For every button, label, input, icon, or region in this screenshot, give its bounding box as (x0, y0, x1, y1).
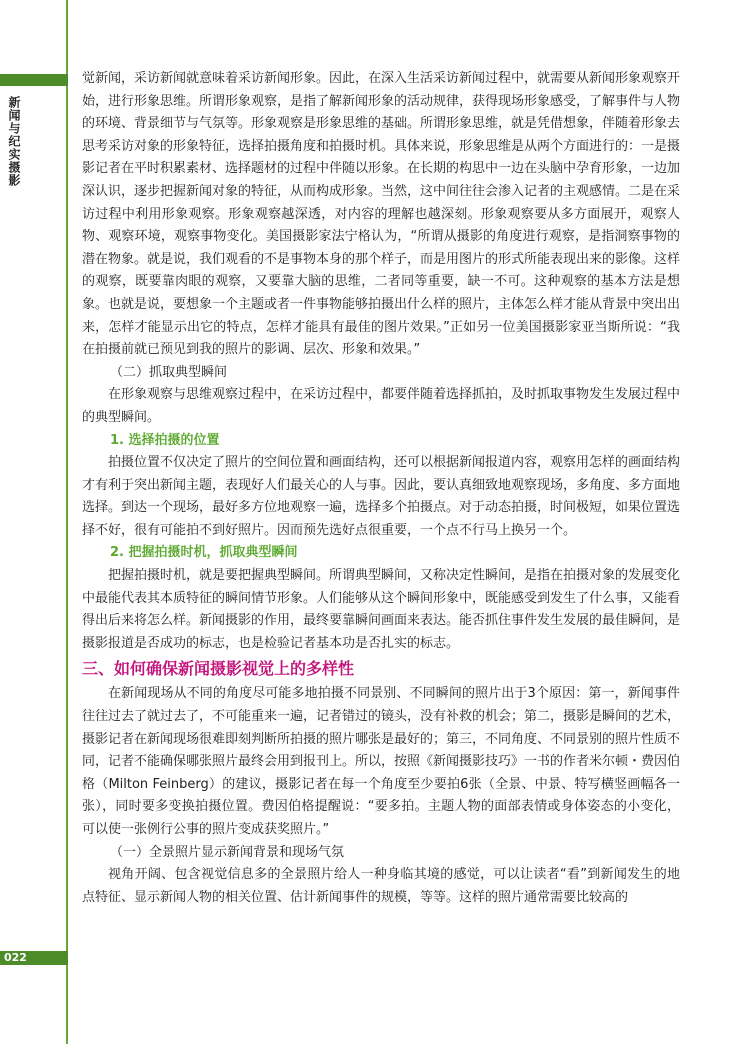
paragraph-5: 在新闻现场从不同的角度尽可能多地拍摄不同景别、不同瞬间的照片出于3个原因：第一，新闻事件往往过去了就过去了，不可能重来一遍，记者错过的镜头，没有补救的机会；第二，摄影是瞬间的艺术，摄影记者在新闻现场很难即刻判断所拍摄的照片哪张是最好的；第三，不同角度、不同景别的照片性质不同，记者不能确保哪张照片最终会用到报刊上。所以，按照《新闻摄影技巧》一书的作者米尔顿・费因伯格（Milton Feinberg）的建议，摄影记者在每一个角度至少要拍6张（全景、中景、特写横竖画幅各一张），同时要多变换拍摄位置。费因伯格提醒说：“要多拍。主题人物的面部表情或身体姿态的小变化，可以使一张例行公事的照片变成获奖照片。” (82, 686, 681, 837)
paragraph-2: 在形象观察与思维观察过程中，在采访过程中，都要伴随着选择抓拍，及时抓取事物发生发展过程中的典型瞬间。 (82, 387, 681, 425)
paragraph-3: 拍摄位置不仅决定了照片的空间位置和画面结构，还可以根据新闻报道内容，观察用怎样的画面结构才有利于突出新闻主题，表现好人们最关心的人与事。因此，要认真细致地观察现场，多角度、多方面地选择。到达一个现场，最好多方位地观察一遍，选择多个拍摄点。对于动态拍摄，时间极短，如果位置选择不好，很有可能拍不到好照片。因而预先选好点很重要，一个点不行马上换另一个。 (82, 455, 681, 538)
subheading-typical-moment: （二）抓取典型瞬间 (110, 364, 228, 380)
subheading-panorama: （一）全景照片显示新闻背景和现场气氛 (110, 844, 345, 860)
margin-rule (66, 0, 68, 1044)
paragraph-6: 视角开阔、包含视觉信息多的全景照片给人一种身临其境的感觉，可以让读者“看”到新闻发生的地点特征、显示新闻人物的相关位置、估计新闻事件的规模，等等。这样的照片通常需要比较高的 (82, 867, 680, 905)
body-text (82, 68, 680, 909)
paragraph-1: 觉新闻，采访新闻就意味着采访新闻形象。因此，在深入生活采访新闻过程中，就需要从新闻形象观察开始，进行形象思维。所谓形象观察，是指了解新闻形象的活动规律，获得现场形象感受，了解事件与人物的环境、背景细节与气氛等。形象观察是形象思维的基础。所谓形象思维，就是凭借想象，伴随着形象去思考采访对象的形象特征，选择拍摄角度和拍摄时机。具体来说，形象思维是从两个方面进行的：一是摄影记者在平时积累素材、选择题材的过程中伴随以形象。在长期的构思中一边在头脑中孕育形象，一边加深认识，逐步把握新闻对象的特征，从而构成形象。当然，这中间往往会渗入记者的主观感情。二是在采访过程中利用形象观察。形象观察越深透，对内容的理解也越深刻。形象观察要从多方面展开，观察人物、观察环境，观察事物变化。美国摄影家法宁格认为，“所谓从摄影的角度进行观察，是指洞察事物的潜在物象。就是说，我们观看的不是事物本身的那个样子，而是用图片的形式所能表现出来的影像。这样的观察，既要靠肉眼的观察，又要靠大脑的思维，二者同等重要，缺一不可。这种观察的基本方法是想象。也就是说，要想象一个主题或者一件事物能够拍摄出什么样的照片，主体怎么样才能从背景中突出出来，怎样才能显示出它的特点，怎样才能具有最佳的图片效果。”正如另一位美国摄影家亚当斯所说：“我在拍摄前就已预见到我的照片的影调、层次、形象和效果。” (82, 71, 681, 358)
paragraph-4: 把握拍摄时机，就是要把握典型瞬间。所谓典型瞬间，又称决定性瞬间，是指在拍摄对象的发展变化中最能代表其本质特征的瞬间情节形象。人们能够从这个瞬间形象中，既能感受到发生了什么事，又能看得出后来将怎么样。新闻摄影的作用，最终要靠瞬间画面来表达。能否抓住事件发生发展的最佳瞬间，是摄影报道是否成功的标志，也是检验记者基本功是否扎实的标志。 (82, 568, 681, 651)
chapter-label: 新闻与纪实摄影 (7, 96, 21, 187)
heading-shooting-timing: 2. 把握拍摄时机，抓取典型瞬间 (110, 545, 298, 561)
section-heading-diversity: 三、如何确保新闻摄影视觉上的多样性 (82, 659, 355, 679)
heading-shooting-position: 1. 选择拍摄的位置 (110, 432, 220, 448)
page-number: 022 (4, 951, 27, 964)
chapter-bar (0, 74, 68, 86)
